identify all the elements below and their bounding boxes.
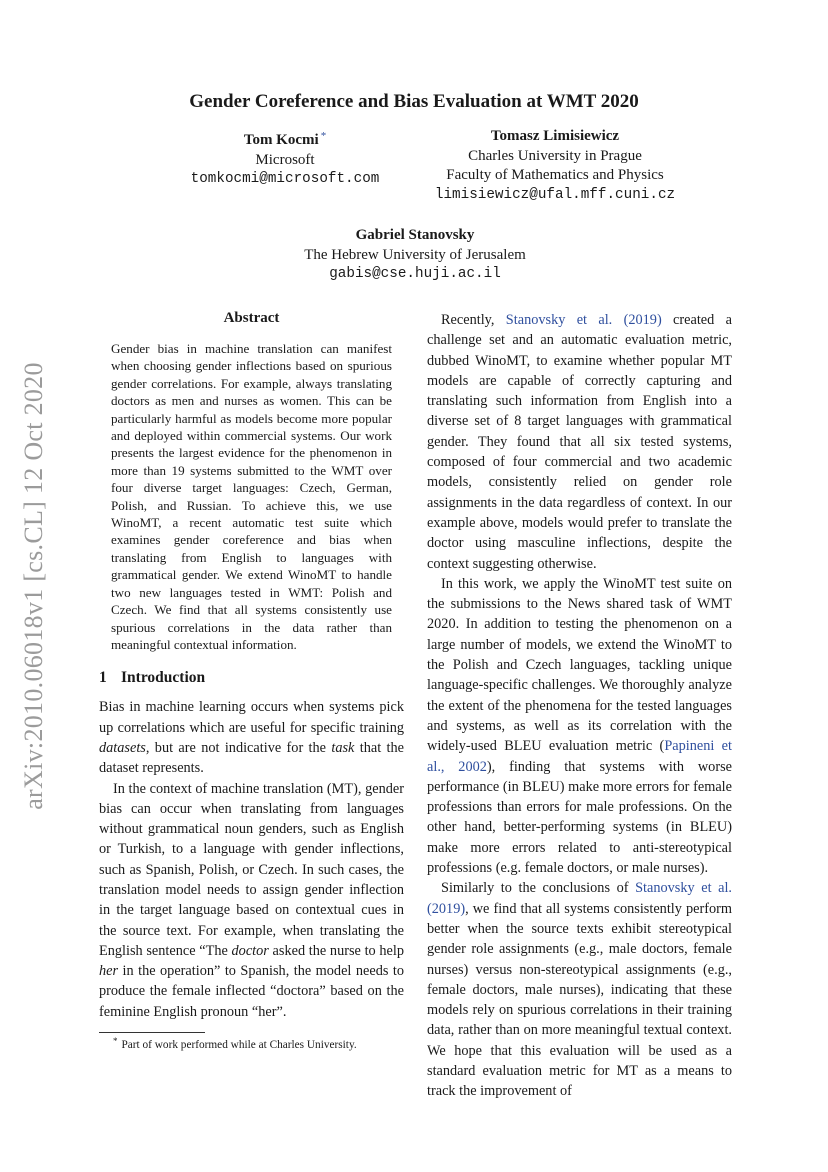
emphasis: datasets	[99, 739, 146, 756]
author-email: tomkocmi@microsoft.com	[190, 171, 380, 187]
footnote-marker: *	[113, 1036, 118, 1047]
author-block-1	[165, 127, 405, 190]
author-affiliation: The Hebrew University of Jerusalem	[304, 246, 526, 263]
footnote-divider	[99, 1032, 205, 1033]
intro-paragraph-2: In the context of machine translation (MT), gender bias can occur when translating from languages without grammatical noun genders, such as English or Turkish, to a language with gender inflections, such as Spanish, Polish, or Czech. In such cases, the translation model needs to assign gender inflection in the target language based on contextual cues in the source text. For example, when translating the English sentence “The doctor asked the nurse to help her in the operation” to Spanish, the model needs to produce the female inflected “doctora” based on the feminine English pronoun “her”.	[99, 780, 404, 1020]
right-paragraph-2: In this work, we apply the WinoMT test suite on the submissions to the News shared task of WMT 2020. In addition to testing the phenomenon on a large number of models, we extend the WinoMT to the Polish and Czech languages, tackling unique language-specific challenges. We thoroughly analyze the extent of the phenomena for the tested languages and systems, as well as its correlation with the widely-used BLEU evaluation metric (Papineni et al., 2002), finding that systems with worse performance (in BLEU) make more errors for female professions than errors for male professions. On the other hand, better-performing systems (in BLEU) make more errors related to anti-stereotypical professions (e.g. female doctors, or male nurses).	[427, 575, 732, 877]
intro-paragraph-1: Bias in machine learning occurs when systems pick up correlations which are useful for specific training datasets, but are not indicative for the task that the dataset represents.	[99, 699, 405, 777]
right-paragraph-3: Similarly to the conclusions of Stanovsky et al. (2019), we find that all systems consistently perform better when the source texts exhibit stereotypical gender role assignments (e.g., male doctors, female nurses) versus non-stereotypical assignments (e.g., female doctors, male nurses), indicating that these models rely on spurious correlations in their training data, rather than on more meaningful textual context. We hope that this evaluation will be used as a standard evaluation metric for MT as a means to track the improvement of	[427, 880, 733, 1100]
author-name: Gabriel Stanovsky	[355, 227, 475, 243]
author-affiliation: Faculty of Mathematics and Physics	[446, 167, 664, 183]
paper-title: Gender Coreference and Bias Evaluation at WMT 2020	[189, 91, 639, 112]
emphasis: task	[331, 739, 355, 756]
right-paragraph-1: Recently, Stanovsky et al. (2019) created a challenge set and an automatic evaluation metric, dubbed WinoMT, to examine whether popular MT models are capable of correctly capturing and translating such information from English into a diverse set of 8 target languages with grammatical gender. They found that all six tested systems, composed of four commercial and two academic models, consistently relied on gender role assignments in the data regardless of context. In our example above, models would prefer to translate the doctor using masculine inflections, despite the context suggesting otherwise.	[427, 312, 732, 572]
section-heading	[99, 669, 404, 687]
author-affiliation: Charles University in Prague	[468, 147, 642, 164]
citation-link[interactable]: Stanovsky et al. (2019)	[427, 880, 733, 917]
footnote-text: Part of work performed while at Charles University.	[121, 1039, 357, 1052]
author-affiliation: Microsoft	[255, 151, 315, 168]
author-email: limisiewicz@ufal.mff.cuni.cz	[434, 186, 676, 203]
author-name: Tom Kocmi	[243, 132, 319, 148]
author-block-3	[270, 226, 560, 285]
arxiv-sidebar-stamp	[6, 338, 62, 833]
section-title: Introduction	[121, 669, 206, 687]
citation-link[interactable]: Papineni et al., 2002	[427, 738, 732, 775]
footnote	[99, 1036, 404, 1051]
author-block-2	[410, 127, 700, 205]
emphasis: her	[99, 963, 119, 980]
author-email: gabis@cse.huji.ac.il	[329, 266, 501, 282]
abstract-heading: Abstract	[223, 310, 280, 326]
arxiv-identifier: arXiv:2010.06018v1 [cs.CL] 12 Oct 2020	[19, 361, 48, 810]
right-column	[427, 310, 732, 1102]
author-footnote-marker[interactable]: *	[320, 130, 327, 142]
citation-link[interactable]: Stanovsky et al. (2019)	[505, 312, 662, 328]
abstract-text: Gender bias in machine translation can manifest when choosing gender inflections based on spurious gender correlations. For example, always translating doctors as men and nurses as women. This can be particularly harmful as models become more popular and deployed within commercial systems. Our work presents the largest evidence for the phenomenon in more than 19 systems submitted to the WMT over four diverse target languages: Czech, German, Polish, and Russian. To achieve this, we use WinoMT, a recent automatic test suite which examines gender coreference and bias when translating from English to languages with grammatical gender. We extend WinoMT to handle two new languages tested in WMT: Polish and Czech. We find that all systems consistently use spurious correlations in the data rather than meaningful contextual information.	[111, 341, 392, 652]
left-column	[99, 310, 404, 1051]
author-name: Tomasz Limisiewicz	[490, 128, 620, 144]
emphasis: doctor	[231, 942, 269, 959]
section-number: 1	[99, 669, 107, 687]
